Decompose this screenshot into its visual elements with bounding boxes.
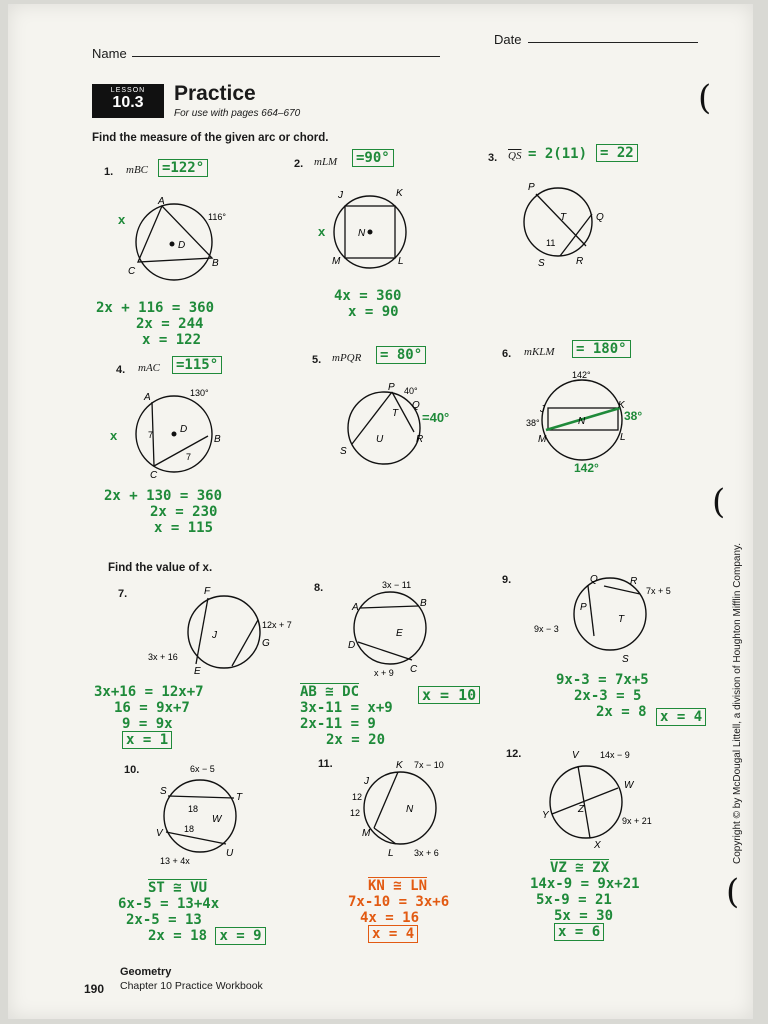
d6-label-l: L [620, 432, 626, 443]
problem-3-prompt: $\overline{QS}$ [508, 150, 522, 162]
problem-10-number: 10. [124, 764, 140, 776]
d4-seg-2: 7 [186, 452, 192, 462]
d5-hw-angle: =40° [422, 410, 450, 425]
diagram-3 [508, 176, 618, 272]
p8-work-line-1: AB ≅ DC [300, 684, 360, 700]
d3-label-s: S [538, 258, 545, 269]
problem-9-number: 9. [502, 574, 512, 586]
lesson-number: 10.3 [112, 94, 144, 111]
p1-work-line-3: x = 122 [142, 332, 202, 348]
problem-7-work [94, 684, 204, 748]
problem-5-prompt: mPQR [332, 352, 362, 364]
d12-label-v: V [572, 750, 579, 761]
problem-7-number: 7. [118, 588, 128, 600]
p10-work-line-1: ST ≅ VU [148, 880, 208, 896]
p4-work-line-3: x = 115 [154, 520, 214, 536]
d8-expr-1: 3x − 11 [382, 580, 412, 590]
d4-hw-x: x [110, 428, 118, 443]
diagram-6 [520, 368, 660, 478]
d7-expr-2: 3x + 16 [148, 652, 178, 662]
d8-label-c: C [410, 664, 418, 675]
p2-work-line-2: x = 90 [348, 304, 399, 320]
diagram-8 [338, 576, 468, 680]
d9-expr-2: 9x − 3 [534, 624, 559, 634]
d7-label-g: G [262, 638, 270, 649]
date-label: Date [494, 32, 522, 47]
d1-angle: 116° [208, 212, 226, 222]
d9-expr-1: 7x + 5 [646, 586, 671, 596]
diagram-5 [334, 380, 474, 476]
p12-work-line-1: VZ ≅ ZX [550, 860, 610, 876]
d5-label-s: S [340, 446, 347, 457]
d6-hw-142: 142° [574, 461, 599, 475]
d12-label-z: Z [578, 804, 585, 815]
diagram-10 [148, 760, 268, 870]
d4-angle: 130° [190, 388, 209, 398]
d2-label-n: N [358, 228, 366, 239]
diagram-12 [538, 744, 678, 854]
d3-label-t: T [560, 212, 567, 223]
page-title: Practice [174, 82, 256, 105]
d3-label-p: P [528, 182, 535, 193]
problem-2-prompt: mLM [314, 156, 338, 168]
d7-expr-1: 12x + 7 [262, 620, 292, 630]
d11-seg-1: 12 [352, 792, 363, 802]
problem-11-answer: x = 4 [368, 925, 418, 943]
d12-expr-2: 9x + 21 [622, 816, 652, 826]
d6-label-m: M [538, 434, 547, 445]
d12-label-x: X [594, 840, 601, 851]
problem-4-answer: =115° [172, 356, 222, 374]
footer-book-title: Chapter 10 Practice Workbook [120, 980, 263, 992]
footer-subject: Geometry [120, 966, 172, 978]
problem-4-number: 4. [116, 364, 126, 376]
d11-label-j: J [364, 776, 369, 787]
problem-5-answer: = 80° [376, 346, 426, 364]
p10-work-line-2: 6x-5 = 13+4x [118, 896, 220, 912]
problem-11-number: 11. [318, 758, 333, 770]
d4-seg-1: 7 [148, 430, 154, 440]
d6-hw-38: 38° [624, 409, 643, 423]
problem-11-work [348, 878, 449, 942]
p10-work-line-3: 2x-5 = 13 [126, 912, 202, 928]
d1-label-d: D [178, 240, 186, 251]
problem-10-answer: x = 9 [215, 927, 265, 945]
d4-label-b: B [214, 434, 221, 445]
problem-9-work [556, 672, 649, 720]
p10-work-line-4: 2x = 18 [148, 928, 208, 944]
diagram-11 [344, 754, 474, 864]
d6-label-n: N [578, 416, 586, 427]
d10-expr-2: 13 + 4x [160, 856, 190, 866]
d5-label-r: R [416, 434, 424, 445]
problem-3-number: 3. [488, 152, 498, 164]
d4-label-c: C [150, 470, 158, 481]
copyright-notice: Copyright © by McDougal Littell, a division of Houghton Mifflin Company. [732, 542, 743, 864]
p9-work-line-3: 2x = 8 [596, 704, 647, 720]
diagram-4 [108, 384, 238, 484]
p12-work-line-2: 14x-9 = 9x+21 [530, 876, 640, 892]
d10-seg-1: 18 [188, 804, 199, 814]
problem-4-prompt: mAC [138, 362, 160, 374]
d10-label-u: U [226, 848, 234, 859]
problem-8-answer: x = 10 [418, 686, 480, 704]
p7-work-line-2: 16 = 9x+7 [114, 700, 190, 716]
d9-label-p: P [580, 602, 587, 613]
p4-work-line-2: 2x = 230 [150, 504, 218, 520]
d8-label-e: E [396, 628, 403, 639]
d8-label-b: B [420, 598, 427, 609]
d5-angle: 40° [404, 386, 418, 396]
d3-length: 11 [546, 238, 556, 248]
binder-mark-1: ( [698, 78, 712, 118]
d11-label-l: L [388, 848, 394, 859]
problem-12-number: 12. [506, 748, 522, 760]
binder-mark-2: ( [712, 482, 726, 522]
problem-6-prompt: mKLM [524, 346, 555, 358]
d2-hw-x: x [318, 224, 326, 239]
d9-label-s: S [622, 654, 629, 665]
d10-label-t: T [236, 792, 243, 803]
p11-work-line-3: 4x = 16 [360, 910, 420, 926]
problem-12-work [530, 860, 640, 940]
d8-label-d: D [348, 640, 356, 651]
p7-work-line-1: 3x+16 = 12x+7 [94, 684, 204, 700]
worksheet-page [8, 4, 753, 1019]
d3-label-q: Q [596, 212, 604, 223]
problem-1-work [96, 300, 214, 348]
d9-label-t: T [618, 614, 625, 625]
name-label: Name [92, 46, 127, 61]
d12-label-y: Y [542, 810, 549, 821]
d11-seg-2: 12 [350, 808, 361, 818]
d2-label-k: K [396, 188, 403, 199]
d11-expr-1: 7x − 10 [414, 760, 444, 770]
d6-label-j: J [540, 404, 545, 415]
d10-expr-1: 6x − 5 [190, 764, 215, 774]
problem-2-work [334, 288, 401, 320]
diagram-2 [312, 184, 432, 284]
p12-work-line-4: 5x = 30 [554, 908, 614, 924]
diagram-1 [116, 194, 236, 294]
d6-arc-top: 142° [572, 370, 591, 380]
problem-1-number: 1. [104, 166, 114, 178]
d10-label-s: S [160, 786, 167, 797]
p8-work-line-2: 3x-11 = x+9 [300, 700, 393, 716]
d11-label-k: K [396, 760, 403, 771]
name-line [132, 56, 440, 57]
d11-label-n: N [406, 804, 414, 815]
d7-label-j: J [212, 630, 217, 641]
p8-work-line-4: 2x = 20 [326, 732, 386, 748]
p9-work-line-1: 9x-3 = 7x+5 [556, 672, 649, 688]
d1-label-b: B [212, 258, 219, 269]
problem-8-work [300, 684, 393, 748]
diagram-7 [138, 580, 308, 680]
problem-7-answer: x = 1 [122, 731, 172, 749]
d10-seg-2: 18 [184, 824, 195, 834]
p1-work-line-1: 2x + 116 = 360 [96, 300, 215, 316]
problem-1-answer: =122° [158, 159, 208, 177]
problem-3-work: = 2(11) [528, 146, 588, 162]
p11-work-line-2: 7x-10 = 3x+6 [348, 894, 450, 910]
problem-3-answer: = 22 [596, 144, 638, 162]
d8-expr-2: x + 9 [374, 668, 394, 678]
d9-label-r: R [630, 576, 638, 587]
problem-9-answer: x = 4 [656, 708, 706, 726]
d5-label-q: Q [412, 400, 420, 411]
d1-label-c: C [128, 266, 136, 277]
p2-work-line-1: 4x = 360 [334, 288, 402, 304]
page-subtitle: For use with pages 664–670 [174, 108, 301, 119]
diagram-9 [534, 570, 710, 670]
d3-label-r: R [576, 256, 584, 267]
p1-work-line-2: 2x = 244 [136, 316, 204, 332]
problem-2-number: 2. [294, 158, 304, 170]
d7-label-f: F [204, 586, 211, 597]
p8-work-line-3: 2x-11 = 9 [300, 716, 376, 732]
d10-label-v: V [156, 828, 163, 839]
d9-label-q: Q [590, 574, 598, 585]
binder-mark-3: ( [726, 872, 740, 912]
p11-work-line-1: KN ≅ LN [368, 878, 428, 894]
problem-12-answer: x = 6 [554, 923, 604, 941]
d10-label-w: W [212, 814, 222, 825]
d5-label-p: P [388, 382, 395, 393]
lesson-badge [92, 84, 164, 118]
date-line [528, 42, 698, 43]
d6-arc-left: 38° [526, 418, 540, 428]
p9-work-line-2: 2x-3 = 5 [574, 688, 642, 704]
d12-label-w: W [624, 780, 634, 791]
p7-work-line-3: 9 = 9x [122, 716, 173, 732]
d2-label-m: M [332, 256, 341, 267]
section-2-instructions: Find the value of x. [108, 562, 213, 574]
p12-work-line-3: 5x-9 = 21 [536, 892, 612, 908]
section-1-instructions: Find the measure of the given arc or chord. [92, 132, 329, 144]
d12-expr-1: 14x − 9 [600, 750, 630, 760]
problem-6-number: 6. [502, 348, 512, 360]
d1-label-a: A [158, 196, 165, 207]
problem-1-prompt: mBC [126, 164, 148, 176]
d4-label-a: A [144, 392, 151, 403]
d5-label-t: T [392, 408, 399, 419]
problem-6-answer: = 180° [572, 340, 631, 358]
p4-work-line-1: 2x + 130 = 360 [104, 488, 223, 504]
d11-label-m: M [362, 828, 371, 839]
d4-label-d: D [180, 424, 188, 435]
page-number: 190 [84, 982, 105, 996]
d6-label-k: K [618, 400, 625, 411]
d8-label-a: A [352, 602, 359, 613]
d2-label-l: L [398, 256, 404, 267]
d1-hw-x: x [118, 212, 126, 227]
d7-label-e: E [194, 666, 201, 677]
problem-8-number: 8. [314, 582, 324, 594]
problem-4-work [104, 488, 222, 536]
d2-label-j: J [338, 190, 343, 201]
d5-label-u: U [376, 434, 384, 445]
problem-2-answer: =90° [352, 149, 394, 167]
problem-5-number: 5. [312, 354, 322, 366]
d11-expr-2: 3x + 6 [414, 848, 439, 858]
lesson-label: LESSON [110, 87, 146, 94]
problem-10-work [118, 880, 266, 944]
